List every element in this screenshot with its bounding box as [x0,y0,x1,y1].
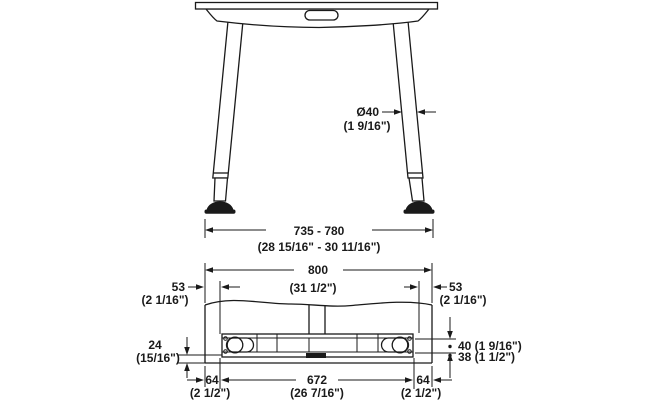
height-label-inches: (28 15/16" - 30 11/16") [257,240,381,254]
arrow-left-icon [221,284,229,290]
edge-offset-right-label-inches: (2 1/16") [439,293,487,307]
end-inset-right-label-mm: 64 [416,373,430,387]
right-leg-stem [409,178,424,201]
right-leg-tube [393,21,423,178]
arrow-right-icon [196,284,204,290]
arrow-left-icon [221,377,229,383]
overall-width-dimension [205,263,432,303]
arrow-down-icon [447,331,453,339]
left-leg-stem [214,178,228,201]
arrow-up-icon [184,363,190,371]
rail-offset-label-inches: (15/16") [136,351,180,365]
left-leg [213,21,243,201]
arrow-left-icon [205,227,213,233]
edge-offset-left-dimension [141,280,240,334]
rail-offset-label-mm: 24 [148,338,162,352]
rail-profile-dimension [415,317,522,378]
height-dimension [205,219,433,254]
tabletop [196,3,438,10]
right-foot-base [404,210,435,214]
arrow-right-icon [394,109,402,115]
arrow-right-icon [425,227,433,233]
end-inset-left-label-mm: 64 [205,373,219,387]
left-foot-dome [207,202,234,211]
edge-offset-left-label-mm: 53 [171,280,185,294]
arrow-left-icon [433,377,441,383]
edge-offset-right-dimension [404,280,487,333]
rail-outer-label: 40 (1 9/16") [458,339,522,353]
left-leg-tube [213,21,243,178]
height-label-mm: 735 - 780 [293,224,345,238]
edge-offset-left-label-inches: (2 1/16") [141,293,189,307]
leader-dot [448,345,451,348]
rail-length-label-inches: (26 7/16") [290,386,344,400]
right-foot-dome [406,202,433,211]
arrow-left-icon [433,284,441,290]
arrow-right-icon [410,284,418,290]
tabletop-break-line [205,301,432,307]
leg-diameter-dimension [343,105,436,133]
arrow-left-icon [205,267,213,273]
leg-diameter-label-mm: Ø40 [356,105,379,119]
overall-width-label-mm: 800 [307,263,329,277]
cable-grommet-cutout [305,11,338,21]
arrow-down-icon [184,347,190,355]
end-inset-right-label-inches: (2 1/2") [400,386,442,400]
leader-dot [448,354,451,357]
arrow-right-icon [424,267,432,273]
overall-width-label-inches: (31 1/2") [289,281,337,295]
end-inset-left-label-inches: (2 1/2") [189,386,231,400]
rail-inner-label: 38 (1 1/2") [458,350,516,364]
left-foot-base [205,210,236,214]
arrow-right-icon [405,377,413,383]
right-foot [404,202,435,214]
rail-length-label-mm: 672 [306,373,328,387]
left-foot [205,202,236,214]
leg-diameter-label-inches: (1 9/16") [343,119,391,133]
rail-length-dimensions [187,358,452,400]
plan-view [136,263,522,400]
center-connector [306,353,326,358]
arrow-left-icon [417,109,425,115]
cross-rail [222,334,413,358]
arrow-right-icon [196,377,204,383]
rail-offset-dimension [136,337,222,378]
front-view [196,3,438,255]
edge-offset-right-label-mm: 53 [449,280,463,294]
